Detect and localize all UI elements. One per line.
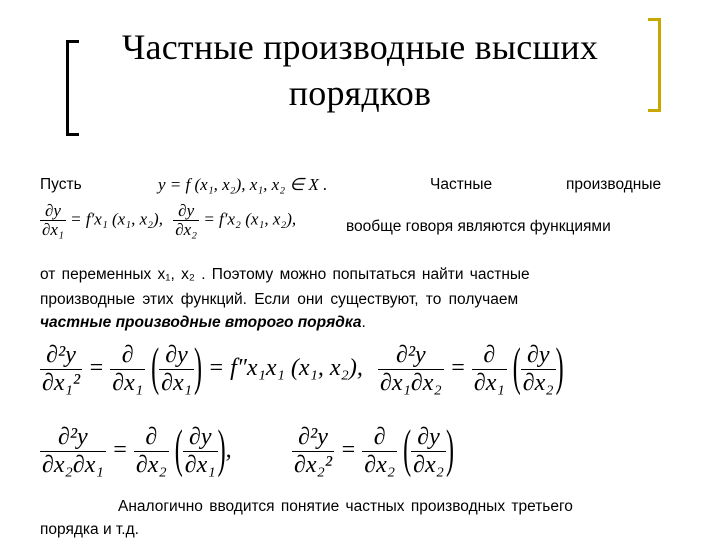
equals: = bbox=[111, 437, 128, 464]
closing-line-2: порядка и т.д. bbox=[40, 521, 139, 538]
derivative-x1-value: = f′x₁ (x₁, x₂), bbox=[70, 209, 163, 229]
num: ∂y bbox=[526, 342, 550, 368]
num: ∂ bbox=[483, 342, 496, 368]
f3-inner bbox=[183, 424, 218, 479]
den: ∂x₁ bbox=[473, 370, 505, 396]
first-order-tail: вообще говоря являются функциями bbox=[346, 218, 611, 235]
f4-operator bbox=[362, 424, 397, 479]
den: ∂x₁ bbox=[184, 452, 216, 478]
den: ∂x₁∂x₂ bbox=[380, 370, 442, 396]
intro-partial: Частные bbox=[430, 176, 493, 193]
num: ∂y bbox=[188, 424, 212, 450]
num: ∂²y bbox=[396, 342, 426, 368]
first-order-derivatives bbox=[40, 202, 296, 239]
den: ∂x₁ bbox=[112, 370, 144, 396]
formula-4 bbox=[292, 421, 454, 479]
num: ∂ bbox=[145, 424, 158, 450]
fraction-numerator: ∂y bbox=[178, 201, 195, 220]
right-paren: ) bbox=[193, 339, 202, 397]
den: ∂x₂∂x₁ bbox=[42, 452, 104, 478]
right-bracket-decoration bbox=[648, 18, 661, 112]
left-paren: ( bbox=[403, 421, 412, 479]
f1-rhs: = f″x₁x₁ (x₁, x₂), bbox=[207, 355, 363, 382]
equals: = bbox=[88, 355, 105, 382]
f2-operator bbox=[472, 342, 507, 397]
title-line-1: Частные производные высших bbox=[121, 27, 599, 67]
fraction-denominator: ∂x₁ bbox=[42, 220, 64, 239]
den: ∂x₂ bbox=[522, 370, 554, 396]
left-paren: ( bbox=[151, 339, 160, 397]
f4-inner bbox=[411, 424, 446, 479]
f1-inner bbox=[159, 342, 194, 397]
right-paren: ) bbox=[445, 421, 454, 479]
left-paren: ( bbox=[174, 421, 183, 479]
left-bracket-decoration bbox=[66, 40, 79, 136]
den: ∂x₁² bbox=[42, 370, 81, 396]
period: . bbox=[361, 314, 366, 331]
num: ∂ bbox=[373, 424, 386, 450]
den: ∂x₂ bbox=[135, 452, 167, 478]
fraction-numerator: ∂y bbox=[44, 201, 61, 220]
slide-title bbox=[90, 24, 630, 116]
right-paren: ) bbox=[555, 339, 564, 397]
den: ∂x₂² bbox=[294, 452, 333, 478]
equals: = bbox=[449, 355, 466, 382]
fraction-denominator: ∂x₂ bbox=[175, 220, 198, 239]
den: ∂x₂ bbox=[364, 452, 396, 478]
intro-derivatives: производные bbox=[566, 176, 662, 193]
num: ∂²y bbox=[58, 424, 88, 450]
intro-function: y = f (x₁, x₂), x₁, x₂ ∈ X . bbox=[158, 175, 328, 194]
intro-let: Пусть bbox=[40, 176, 82, 193]
formula-3 bbox=[40, 421, 232, 479]
comma: , bbox=[225, 437, 232, 464]
formula-2 bbox=[378, 339, 564, 397]
f1-operator bbox=[110, 342, 145, 397]
paragraph-line-2: производные этих функций. Если они существуют, то получаем bbox=[40, 291, 519, 308]
f3-operator bbox=[134, 424, 169, 479]
num: ∂²y bbox=[46, 342, 76, 368]
paragraph-emphasis-line bbox=[40, 314, 366, 332]
f3-lhs bbox=[40, 424, 106, 479]
fraction-dy-dx1 bbox=[40, 202, 66, 239]
f2-inner bbox=[521, 342, 556, 397]
den: ∂x₂ bbox=[413, 452, 444, 478]
paragraph-line-1: от переменных x₁, x₂ . Поэтому можно попытаться найти частные bbox=[40, 266, 530, 283]
formula-1 bbox=[40, 339, 363, 397]
derivative-x2-value: = f′x₂ (x₁, x₂), bbox=[203, 209, 297, 229]
f1-lhs bbox=[40, 342, 82, 397]
num: ∂y bbox=[417, 424, 440, 450]
equals: = bbox=[340, 437, 357, 464]
f4-lhs bbox=[292, 424, 334, 479]
right-paren: ) bbox=[217, 421, 226, 479]
fraction-dy-dx2 bbox=[173, 202, 199, 239]
title-line-2: порядков bbox=[288, 73, 432, 113]
left-paren: ( bbox=[512, 339, 521, 397]
closing-line-1: Аналогично вводится понятие частных производных третьего bbox=[118, 498, 573, 515]
num: ∂²y bbox=[298, 424, 328, 450]
num: ∂y bbox=[165, 342, 188, 368]
f2-lhs bbox=[378, 342, 444, 397]
second-order-emphasis: частные производные второго порядка bbox=[40, 314, 362, 331]
num: ∂ bbox=[121, 342, 134, 368]
den: ∂x₁ bbox=[161, 370, 192, 396]
